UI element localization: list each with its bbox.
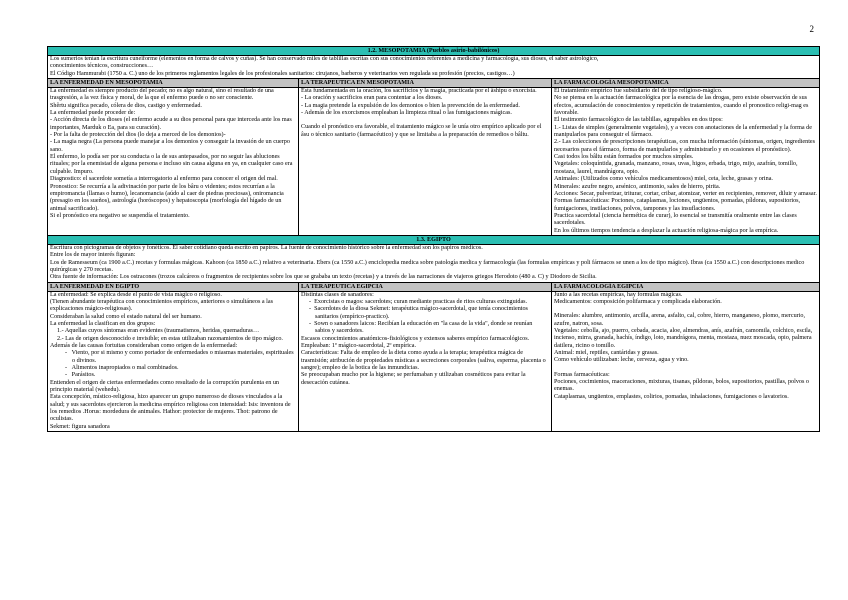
paragraph: Esta fundamentada en la oración, los sacrificios y la magia, practicada por el âshipu o exorcista. (301, 88, 537, 95)
intro-line: Los sumerios tenían la escritura cuneiforme (elementos en forma de calvos y cuñas). Se han conservado miles de tablillas escritas con sus conocimientos referentes a medicina y farmacología, sus dioses, el saber astrológico, (50, 56, 599, 62)
paragraph: - La oración y sacrificios eran para contentar a los dioses. (301, 95, 443, 102)
list-item: 1.- Aquellas cuyos síntomas eran evidentes (traumatismos, heridas, quemaduras… (57, 328, 260, 335)
paragraph: La enfermedad la clasifican en dos grupos: (50, 321, 156, 327)
section-heading-mesopotamia: 1.2. MESOPOTAMIA (Pueblos asirio-babilónicos) (48, 47, 820, 56)
paragraph: Formas farmacéuticas: Pociones, cataplasmas, lociones, ungüentos, pomadas, píldoras, supositorios, fumigaciones, instilaciones, polvos, tampones y las insuflaciones. (554, 198, 801, 212)
intro-line: Los de Ramesseum (ca 1900 a.C.) recetas y formulas mágicas. Kahoon (ca 1850 a.C.) relativo a veterinaria. Ebers (ca 1550 a.C.) enciclopedia medica sobre patología medica y farmacología (las formulas empíricas y poli fármacos se unen a los de tipo mágico). Ibras (ca 1550 a.C.) con descripciones medico quirúrgicas y 270 recetas. (50, 259, 805, 273)
list-item-text: Exorcistas o magos: sacerdotes; curan mediante practicas de ritos culturas extinguidas. (314, 298, 528, 305)
column-header: LA ENFERMEDAD EN MESOPOTAMIA (48, 79, 299, 88)
paragraph: La enfermedad es siempre producto del pecado; no es algo natural, sino el resultado de una trasgresión, a la vez física y moral, de la que el enfermo puede o no ser consciente. (50, 88, 274, 102)
paragraph: Minerales: azufre negro, arsénico, antimonio, sales de hierro, pirita. (554, 183, 721, 190)
column-disease-mesopotamia (48, 88, 299, 236)
column-header: LA FARMACOLOGÍA EGIPCIA (552, 282, 820, 291)
list-item: - Sacerdotes de la diosa Sekmet: terapéutica mágico-sacerdotal, que tenía conocimientos sanitarios (empírico-practico). (309, 306, 528, 320)
paragraph: El testimonio farmacológico de las tablillas, agrupables en dos tipos: (554, 117, 723, 124)
intro-line: Escritura con pictogramas de objetos y fonéticos. El saber cotidiano queda escrito en papiros. La fuente de conocimiento histórico sobre la enfermedad son los papiros médicos. (50, 244, 483, 251)
paragraph: Animal: miel, reptiles, cantáridas y grasas. (554, 350, 659, 357)
paragraph: Practica sacerdotal (ciencia hermética de curar), lo esencial se transmitía oralmente entre las clases sacerdotales. (554, 212, 797, 227)
column-therapy-mesopotamia (299, 88, 552, 236)
spacer (554, 365, 817, 372)
list-item-text: Sown o sanadores laicos: Recibían la educación en "la casa de la vida", donde se reunían sabios y sacerdotes. (314, 321, 533, 335)
paragraph: Cataplasmas, ungüentos, emplastes, colirios, pomadas, inhalaciones, fumigaciones o lavatorios. (554, 393, 789, 400)
paragraph: Empleaban: 1º mágico-sacerdotal, 2º empírica. (301, 343, 416, 350)
column-disease-egypt (48, 291, 299, 432)
paragraph: Esta concepción, místico-religiosa, hizo aparecer un grupo numeroso de dioses vinculados a la salud; y sus sacerdotes ejercieron la medicina empírico religiosa con intensidad: Isis: inventora de los remedios .Horus: mordedura de animales. Hathor: protector de mujeres. Thot: patrono de oculistas. (50, 394, 291, 423)
paragraph: Entienden el origen de ciertas enfermedades como resultado de la corrupción purulenta en un principio material (wehedu). (50, 379, 279, 394)
column-header: LA ENFERMEDAD EN EGIPTO (48, 282, 299, 291)
list-item: - Viento, por si mismo y como portador de enfermedades o miasmas materiales, espirituales o divinos. (65, 350, 294, 364)
paragraph: - Además de los exorcismos empleaban la limpieza ritual o las fumigaciones mágicas. (301, 110, 512, 117)
paragraph: (Tienen abundante terapéutica con conocimientos empíricos, anteriores o simultáneos a las explicaciones mágico-religiosas). (50, 298, 273, 313)
paragraph: Formas farmacéuticas: (554, 371, 610, 378)
paragraph: Diagnostico: el sacerdote sometía a interrogatorio al enfermo para conocer el origen del mal. (50, 176, 278, 183)
paragraph: Vegetales: coloquíntida, granada, manzano, rosas, uvas, higos, erbada, trigo, mijo, azafrán, tomillo, mostaza, laurel, mandrágora, opio. (554, 161, 798, 175)
list-item-text: Sacerdotes de la diosa Sekmet: terapéutica mágico-sacerdotal, que tenía conocimientos sanitarios (empírico-practico). (314, 306, 528, 320)
paragraph: Características: Falta de empleo de la dieta como ayuda a la terapia; terapéutica mágica de trasmisión; atribución de propiedades místicas a secreciones corporales (saliva, esperma, placenta o sangre); empleo de la botica de las inmundicias. (301, 350, 546, 372)
paragraph: Junto a las recetas empíricas, hay formulas mágicas. (554, 291, 683, 298)
page-number: 2 (809, 24, 814, 34)
paragraph: Distintas clases de sanadores: (301, 291, 374, 298)
paragraph: La enfermedad: Se explica desde el punto de vista mágico o religioso. (50, 291, 222, 298)
paragraph: El tratamiento empírico fue subsidiario del de tipo religioso-mágico. (554, 88, 723, 95)
list-item: - Alimentos inapropiados o mal combinados. (65, 365, 179, 372)
paragraph: Casi todos los bâltu están formados por muchos simples. (554, 154, 694, 161)
intro-line: conocimientos técnicos, construcciones… (50, 63, 154, 70)
intro-line: El Código Hammurabi (1750 a. C.) uno de los primeros reglamentos legales de los profesionales sanitarios: cirujanos, barberos y veterinarios ven regulada su profesión (precios, castigos…) (50, 70, 515, 77)
paragraph: Pociones, cocimientos, maceraciones, mixturas, tisanas, píldoras, bolos, supositorios, pastillas, polvos o enemas. (554, 379, 809, 393)
intro-line: Entre los de mayor interés figuran: (50, 252, 136, 259)
paragraph: Cuando el pronóstico era favorable, el tratamiento mágico se le unía otro empírico aplicado por el âsu o técnico sanitario (farmacéutico) y que se limitaba a la preparación de remedios o bâltu. (301, 124, 542, 138)
paragraph: Como vehículo utilizaban: leche, cerveza, agua y vino. (554, 357, 689, 364)
paragraph: La enfermedad puede proceder de: (50, 110, 136, 117)
paragraph: Pronostico: Se recurría a la adivinación por parte de los bâru o videntes; estos recurrían a la empiromancia (llamas o humo), lecanomancia (aúdo al caer de piedras preciosas), oniromancia (presagio en los sueños), astrología (horóscopos) y hepatoscopia (morfología del hígado de un animal sacrificado). (50, 183, 284, 212)
paragraph: Se preocupaban mucho por la higiene; se perfumaban y utilizaban cosméticos para evitar la desecación cutánea. (301, 372, 526, 386)
paragraph: Si el pronóstico era negativo se suspendía el tratamiento. (50, 212, 190, 219)
list-item: - Parásitos. (65, 372, 96, 379)
paragraph: Shêrtu significa pecado, cólera de dios, castigo y enfermedad. (50, 102, 202, 109)
paragraph: En los últimos tiempos tendencia a desplazar la actuación religiosa-mágica por la empírica. (554, 227, 779, 234)
paragraph: Vegetales: cebolla, ajo, puerro, cebada, acacia, aloe, almendras, anís, azafrán, camomila, colchico, escila, incienso, mirra, granada, hachís, índigo, loto, mandrágora, menta, mostaza, nuez moscada, opio, palmera datilera, ricino o tomillo. (554, 328, 813, 349)
column-header: LA FARMACOLOGÍA MESOPOTAMICA (552, 79, 820, 88)
intro-line: Otra fuente de información: Los ostracones (trozos calcáreos o fragmentos de recipientes sobre los que se grababa un texto (recetas) y a través de las narraciones de viajeros griegos Herodoto (480 a. C) y Diodoro de Sicilia. (50, 274, 597, 281)
paragraph: - Por la falta de protección del dios (lo deja a merced de los demonios)- (50, 132, 226, 139)
paragraph: - La magia pretende la expulsión de los demonios o bien la prevención de la enfermedad. (301, 102, 520, 109)
paragraph: Medicamentos: composición polifarmaca y complicada elaboración. (554, 298, 722, 305)
study-table (47, 46, 820, 432)
intro-egypt (48, 244, 820, 282)
section-heading-egypt: 1.3. EGIPTO (48, 235, 820, 244)
column-pharmacology-mesopotamia (552, 88, 820, 236)
intro-mesopotamia (48, 56, 820, 79)
paragraph: El enfermo, lo podía ser por su conducta o la de sus antepasados, por no seguir las abluciones rituales; por la enemistad de alguna persona e incluso sin causa alguna en ya, en cualquier caso era culpable. Impuro. (50, 154, 293, 175)
paragraph: Acciones: Secar, pulverizar, triturar, cortar, cribar, atomizar, verter en recipientes, remover, diluir y amasar. (554, 190, 817, 197)
paragraph: 1.- Listas de simples (generalmente vegetales), y a veces con anotaciones de la enfermedad y la forma de manipularlos para conseguir el fármaco. (554, 124, 812, 139)
paragraph: Animales: (Utilizados como vehículos medicamentosos) miel, ceta, leche, grasas y orina. (554, 176, 773, 183)
list-item: - Exorcistas o magos: sacerdotes; curan mediante practicas de ritos culturas extinguidas. (309, 298, 528, 305)
column-pharmacology-egypt (552, 291, 820, 432)
list-item: - Sown o sanadores laicos: Recibían la educación en "la casa de la vida", donde se reunían sabios y sacerdotes. (309, 321, 533, 335)
paragraph: Minerales: alumbre, antimonio, arcilla, arena, asfalto, cal, cobre, hierro, manganeso, plomo, mercurio, azufre, natron, sosa. (554, 313, 805, 327)
paragraph: - Acción directa de los dioses (el enfermo acude a su dios personal para que interceda ante los mas importantes, Marduk o Ea, para su curación). (50, 117, 292, 131)
list-item-text: Parásitos. (71, 372, 96, 379)
paragraph: - La magia negra (La persona puede manejar a los demonios y conseguir la invasión de un cuerpo sano. (50, 139, 290, 153)
column-header: LA TERAPEUTICA EN MESOPOTAMIA (299, 79, 552, 88)
paragraph: 2.- Las colecciones de prescripciones terapéuticas, con mucha información (síntomas, origen, ingredientes necesarios para el fármaco, forma de manipularlos y administrarlo y en ocasiones el pronóstico). (554, 139, 816, 153)
column-header: LA TERAPEUTICA EGIPCIA (299, 282, 552, 291)
list-item-text: Viento, por si mismo y como portador de enfermedades o miasmas materiales, espirituales o divinos. (71, 350, 294, 364)
paragraph: Consideraban la salud como el estado natural del ser humano. (50, 313, 202, 320)
paragraph: Además de las causas fortuitas consideraban como origen de la enfermedad: (50, 343, 238, 350)
paragraph: No se piensa en la actuación farmacológica por la esencia de las drogas, pero existe observación de sus efectos, acumulación de conocimientos y repetición de tratamientos, cuando el pronostico religi-mag es favorable. (554, 95, 809, 117)
list-item: 2.- Las de origen desconocido e invisible; en estas utilizaban razonamientos de tipo mágico. (57, 335, 283, 342)
paragraph: Sekmet: figura sanadora (50, 423, 110, 430)
column-therapy-egypt (299, 291, 552, 432)
list-item-text: Alimentos inapropiados o mal combinados. (71, 365, 179, 372)
paragraph: Escasos conocimientos anatómicos-fisiológicos y extensos saberes empírico farmacológicos. (301, 335, 530, 342)
